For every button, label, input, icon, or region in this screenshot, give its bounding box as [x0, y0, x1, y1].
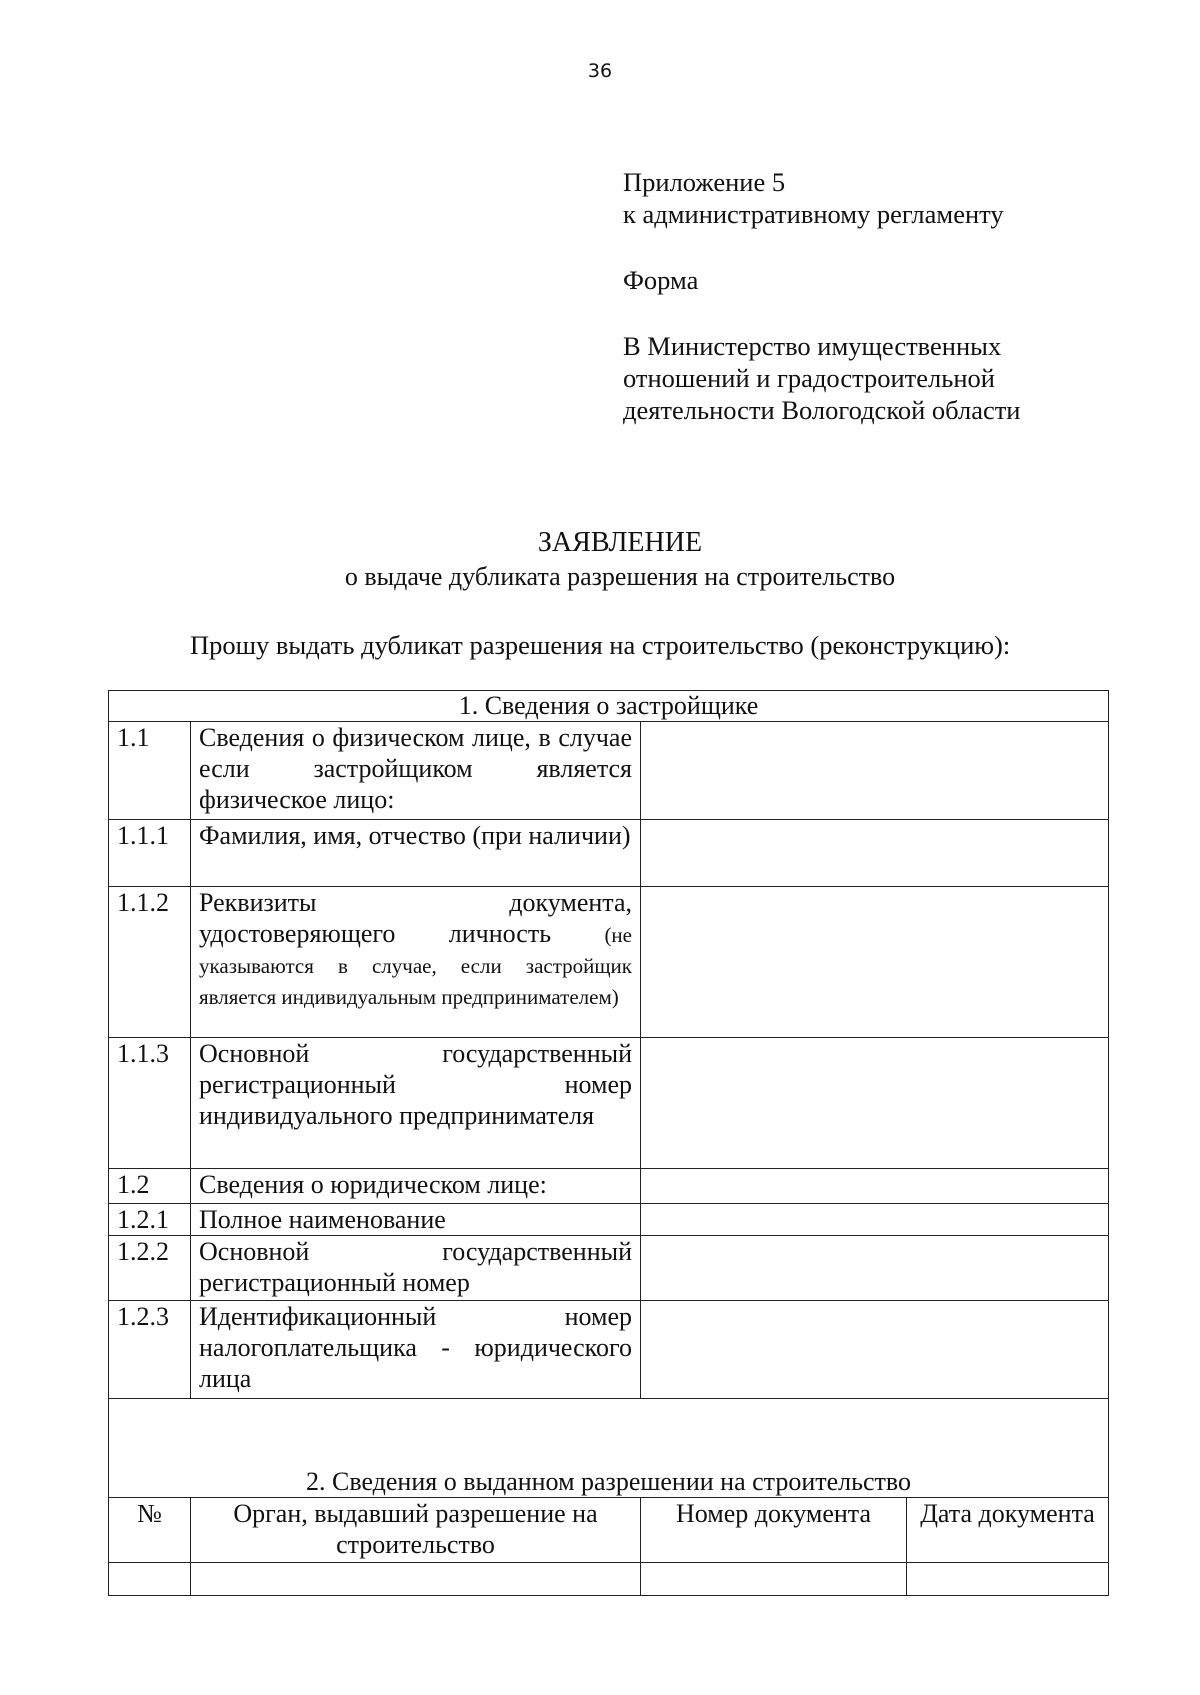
value-field[interactable]: [641, 887, 1109, 1038]
value-field[interactable]: [641, 722, 1109, 820]
row-label: Полное наименование: [191, 1204, 641, 1236]
request-text: Прошу выдать дубликат разрешения на строительство (реконструкцию):: [190, 630, 1011, 660]
value-field[interactable]: [641, 820, 1109, 887]
row-label: Сведения о физическом лице, в случае если застройщиком является физическое лицо:: [191, 722, 641, 820]
row-number: 1.1.2: [109, 887, 191, 1038]
permit-number-cell[interactable]: [109, 1563, 191, 1596]
column-header-document-date: Дата документа: [907, 1498, 1109, 1563]
row-label: Фамилия, имя, отчество (при наличии): [191, 820, 641, 887]
column-header-issuing-authority: Орган, выдавший разрешение на строительство: [191, 1498, 641, 1563]
row-note: (не указываются в случае, если застройщик является индивидуальным предпринимателем): [199, 923, 632, 1009]
section2-header: 2. Сведения о выданном разрешении на строительство: [109, 1399, 1109, 1498]
value-field[interactable]: [641, 1204, 1109, 1236]
column-header-number: №: [109, 1498, 191, 1563]
column-header-document-number: Номер документа: [641, 1498, 907, 1563]
row-label: Идентификационный номер налогоплательщика - юридического лица: [191, 1301, 641, 1399]
row-label: Основной государственный регистрационный номер индивидуального предпринимателя: [191, 1038, 641, 1169]
row-number: 1.1: [109, 722, 191, 820]
value-field[interactable]: [641, 1038, 1109, 1169]
row-label-with-note: [191, 887, 641, 1038]
document-number-cell[interactable]: [641, 1563, 907, 1596]
document-title: ЗАЯВЛЕНИЕ: [537, 527, 703, 558]
issuing-authority-cell[interactable]: [191, 1563, 641, 1596]
document-date-cell[interactable]: [907, 1563, 1109, 1596]
value-field[interactable]: [641, 1236, 1109, 1301]
row-number: 1.1.3: [109, 1038, 191, 1169]
value-field[interactable]: [641, 1301, 1109, 1399]
value-field[interactable]: [641, 1169, 1109, 1204]
recipient-line-3: деятельности Вологодской области: [623, 395, 1021, 425]
page-number: 36: [587, 60, 613, 82]
row-number: 1.2.2: [109, 1236, 191, 1301]
application-form-table: [108, 690, 1109, 1596]
row-label: Основной государственный регистрационный номер: [191, 1236, 641, 1301]
appendix-title: Приложение 5: [623, 167, 786, 197]
section1-header: 1. Сведения о застройщике: [109, 691, 1109, 722]
row-number: 1.1.1: [109, 820, 191, 887]
recipient-line-1: В Министерство имущественных: [623, 331, 1002, 361]
row-label: Сведения о юридическом лице:: [191, 1169, 641, 1204]
row-label: Реквизиты документа, удостоверяющего личность: [199, 888, 632, 948]
row-number: 1.2.3: [109, 1301, 191, 1399]
row-number: 1.2.1: [109, 1204, 191, 1236]
form-label: Форма: [623, 265, 699, 295]
appendix-block: [623, 166, 1021, 426]
document-subtitle: о выдаче дубликата разрешения на строительство: [344, 562, 896, 591]
recipient-line-2: отношений и градостроительной: [623, 363, 995, 393]
appendix-reference: к административному регламенту: [623, 199, 1004, 229]
row-number: 1.2: [109, 1169, 191, 1204]
